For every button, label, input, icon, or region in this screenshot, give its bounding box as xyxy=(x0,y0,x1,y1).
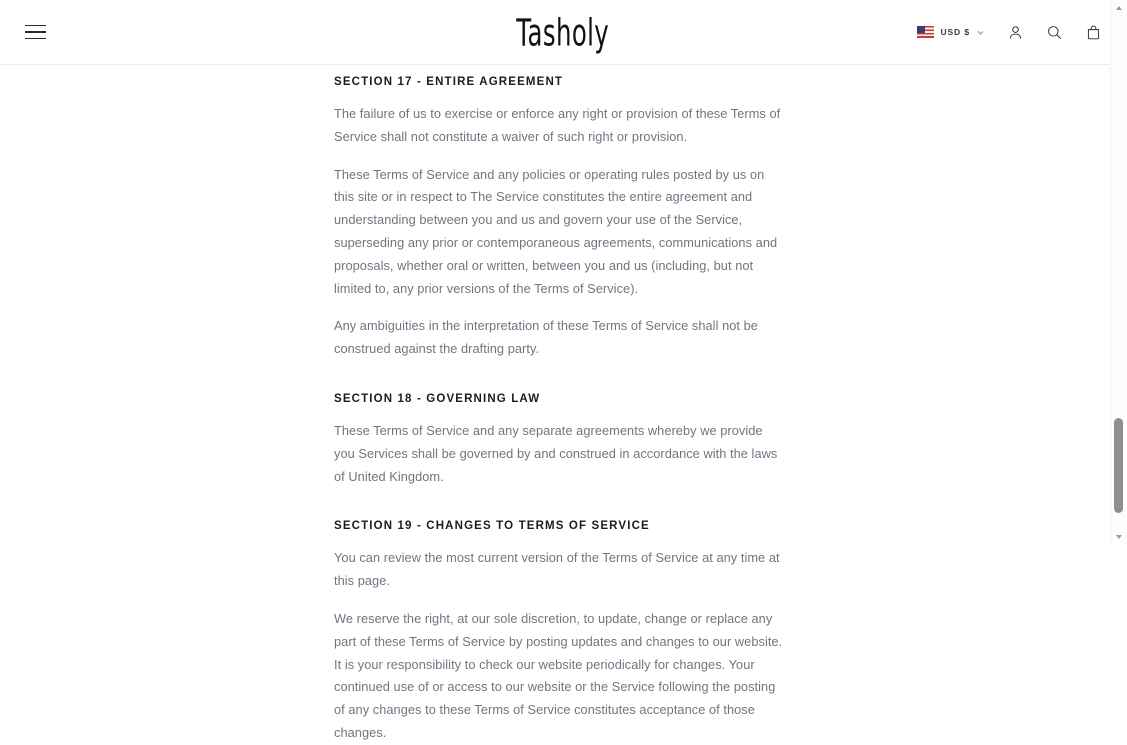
section-18-paragraph-1: These Terms of Service and any separate agreements whereby we provide you Services shall be governed by and construed in accordance with the laws of United Kingdom. xyxy=(334,422,778,484)
section-17-paragraph-3: Any ambiguities in the interpretation of these Terms of Service shall not be construed against the drafting party. xyxy=(334,318,758,357)
scrollbar-thumb[interactable] xyxy=(1114,418,1123,513)
shopping-bag-icon xyxy=(1085,24,1102,41)
search-icon-button[interactable] xyxy=(1043,21,1065,43)
hamburger-line xyxy=(25,38,46,39)
section-19-paragraph-2: We reserve the right, at our sole discretion, to update, change or replace any part of these Terms of Service by posting updates and changes to our website. It is your responsibility to check our website periodically for changes. Your continued use of or access to our website or the Service following the posting of any changes to these Terms of Service constitutes acceptance of those changes. xyxy=(334,610,783,740)
section-17-paragraph-2: These Terms of Service and any policies or operating rules posted by us on this site or in respect to The Service constitutes the entire agreement and understanding between you and us and govern your use of the Service, superseding any prior or contemporaneous agreements, communications and proposals, whether oral or written, between you and us (including, but not limited to, any prior versions of the Terms of Service). xyxy=(334,166,778,296)
account-icon-button[interactable] xyxy=(1004,21,1026,43)
site-logo[interactable]: Tasholy xyxy=(516,10,610,55)
section-17-paragraph-1: The failure of us to exercise or enforce any right or provision of these Terms of Service shall not constitute a waiver of such right or provision. xyxy=(334,106,781,144)
hamburger-line xyxy=(25,25,46,26)
content-column xyxy=(334,65,786,745)
section-spacer xyxy=(334,361,786,390)
site-header xyxy=(0,0,1126,65)
cart-icon-button[interactable] xyxy=(1082,21,1104,43)
account-icon xyxy=(1007,24,1024,41)
us-flag-icon xyxy=(917,26,934,38)
currency-selector[interactable] xyxy=(915,24,987,40)
scroll-down-arrow[interactable] xyxy=(1111,529,1127,545)
section-spacer xyxy=(334,488,786,517)
hamburger-line xyxy=(25,31,46,32)
section-19-paragraph-1: You can review the most current version of the Terms of Service at any time at this page. xyxy=(334,550,780,589)
currency-label: USD $ xyxy=(940,27,970,37)
section-heading-19: SECTION 19 - CHANGES TO TERMS OF SERVICE xyxy=(334,520,650,533)
section-heading-18: SECTION 18 - GOVERNING LAW xyxy=(334,392,541,405)
vertical-scrollbar[interactable] xyxy=(1110,0,1126,545)
hamburger-menu-button[interactable] xyxy=(22,17,52,47)
search-icon xyxy=(1046,24,1063,41)
legal-page-content xyxy=(0,65,1126,745)
chevron-down-icon xyxy=(976,28,985,37)
section-heading-17: SECTION 17 - ENTIRE AGREEMENT xyxy=(334,76,564,88)
header-actions xyxy=(915,21,1104,43)
scroll-up-arrow[interactable] xyxy=(1111,0,1127,16)
